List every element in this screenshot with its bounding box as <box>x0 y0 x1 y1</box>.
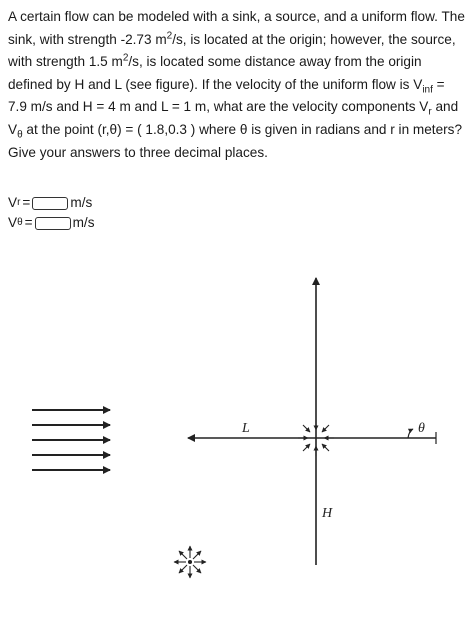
uniform-flow-arrows <box>32 410 110 470</box>
label-H: H <box>322 506 333 521</box>
problem-text-part: = 7.9 m/s and H = 4 m and L = 1 m, what are the velocity components V <box>8 76 445 115</box>
problem-statement <box>8 6 466 164</box>
theta-angle-icon <box>408 429 413 438</box>
answer-symbol: V <box>8 195 18 210</box>
flow-figure <box>0 270 474 610</box>
answer-row-vr: V r = m/s <box>8 193 95 213</box>
equals-sign: = <box>22 195 31 210</box>
superscript: 2 <box>122 52 129 64</box>
label-L: L <box>242 421 250 436</box>
superscript: 2 <box>166 30 173 42</box>
problem-text-part: at the point (r,θ) = ( 1.8,0.3 ) where θ is given in radians and r in meters? Give your answers to three decimal places. <box>8 121 463 160</box>
answer-unit: m/s <box>70 195 93 210</box>
problem-text-part: A certain flow can be modeled with a sink, a source, and a uniform flow. The sink, with strength -2.73 m <box>8 9 465 47</box>
vr-answer-input[interactable] <box>32 197 68 210</box>
subscript: θ <box>17 129 23 141</box>
subscript: inf <box>422 84 433 96</box>
problem-text-part: /s, is located some distance away from the origin defined by H and L (see figure). If the velocity of the uniform flow is V <box>8 54 423 92</box>
answer-unit: m/s <box>72 215 95 230</box>
subscript: r <box>428 107 432 119</box>
problem-text <box>8 6 466 164</box>
answer-symbol: V <box>8 215 18 230</box>
equals-sign: = <box>24 215 33 230</box>
problem-text-part: and V <box>8 99 459 137</box>
vtheta-answer-input[interactable] <box>35 217 71 230</box>
answer-row-vtheta: V θ = m/s <box>8 213 95 233</box>
source-icon <box>174 546 206 578</box>
label-theta: θ <box>418 421 425 436</box>
problem-text-part: /s, is located at the origin; however, the source, with strength 1.5 m <box>8 31 456 70</box>
answer-section <box>8 193 95 233</box>
